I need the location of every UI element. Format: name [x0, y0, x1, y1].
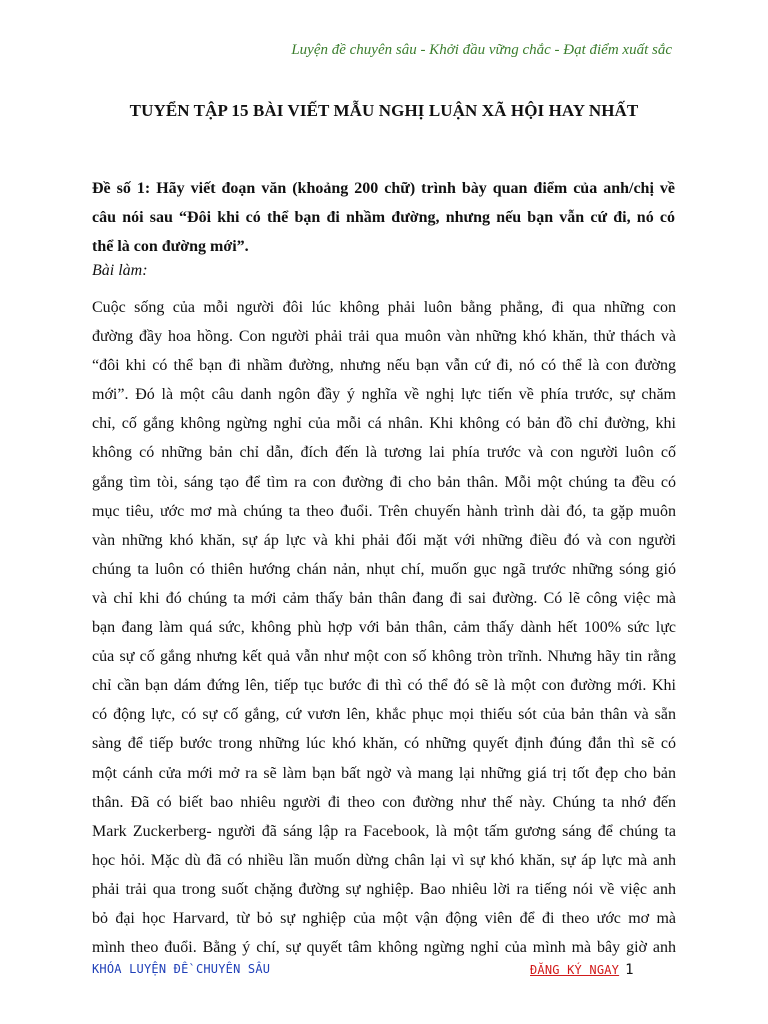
footer-right: [530, 962, 634, 978]
document-title: TUYỂN TẬP 15 BÀI VIẾT MẪU NGHỊ LUẬN XÃ HỘI HAY NHẤT: [129, 101, 639, 120]
body-line: sàng để tiếp bước trong những lúc khó khăn, có những quyết định đúng đắn thì sẽ có: [92, 735, 676, 753]
body-line: đường đầy hoa hồng. Con người phải trải qua muôn vàn những khó khăn, thử thách và: [92, 328, 676, 346]
body-line: và chỉ khi đó chúng ta mới cảm thấy bản thân đang đi sai đường. Có lẽ công việc mà: [92, 589, 676, 607]
body-line: bạn đang làm quá sức, không phù hợp với bản thân, cảm thấy dành hết 100% sức lực: [92, 619, 676, 637]
body-line: “đôi khi có thể bạn đi nhầm đường, nhưng nếu bạn vẫn cứ đi, nó có thể là con đường: [92, 357, 676, 375]
prompt-line: thể là con đường mới”.: [92, 238, 249, 256]
body-line: mới”. Đó là một câu danh ngôn đầy ý nghĩa về nghị lực tiến về phía trước, sự chăm: [92, 386, 676, 404]
body-line: mình theo đuổi. Bằng ý chí, sự quyết tâm không ngừng nghỉ của mình mà bây giờ anh: [92, 939, 676, 957]
body-line: chỉ cần bạn dám đứng lên, tiếp tục bước đi thì có thể đó sẽ là một con đường mới. Khi: [92, 677, 676, 695]
body-line: chỉ, cố gắng không ngừng nghỉ của mỗi cá nhân. Khi không có bản đồ chỉ đường, khi: [92, 415, 676, 433]
body-line: vàn những khó khăn, sự áp lực và khi phải đối mặt với những điều đó và con người: [92, 531, 676, 549]
page-number: 1: [625, 962, 634, 978]
body-line: bỏ đại học Harvard, từ bỏ sự nghiệp của một vận động viên để đi theo ước mơ mà: [92, 909, 676, 927]
body-line: học hỏi. Mặc dù đã có nhiều lần muốn dừng chân lại vì sự khó khăn, sự áp lực mà anh: [92, 851, 676, 869]
header-tagline: Luyện đề chuyên sâu - Khởi đầu vững chắc - Đạt điểm xuất sắc: [291, 42, 672, 58]
register-now-link[interactable]: ĐĂNG KÝ NGAY: [530, 963, 620, 977]
body-line: một cánh cửa mới mở ra sẽ làm bạn bất ngờ và mang lại những giá trị tốt đẹp cho bản: [92, 764, 676, 782]
essay-body: [92, 293, 676, 962]
body-line: mục tiêu, ước mơ mà chúng ta theo đuổi. Trên chuyến hành trình dài đó, ta gặp muôn: [92, 502, 676, 520]
body-line: chúng ta luôn có thiên hướng chán nản, nhụt chí, muốn gục ngã trước những sóng gió: [92, 560, 676, 578]
body-line: có động lực, có sự cố gắng, cứ vươn lên, khắc phục mọi thiếu sót của bản thân và sẵn: [92, 706, 676, 724]
body-line: Cuộc sống của mỗi người đôi lúc không phải luôn bằng phẳng, đi qua những con: [92, 299, 676, 316]
footer-course-link[interactable]: KHÓA LUYỆN ĐỀ CHUYÊN SÂU: [92, 962, 271, 976]
prompt-line: Đề số 1: Hãy viết đoạn văn (khoảng 200 chữ) trình bày quan điểm của anh/chị về: [92, 180, 675, 197]
essay-prompt: [92, 174, 675, 261]
body-line: gắng tìm tòi, sáng tạo để tìm ra con đường đi cho bản thân. Mỗi một chúng ta đều có: [92, 473, 676, 491]
body-line: thân. Đã có biết bao nhiêu người đi theo con đường như thế này. Chúng ta nhớ đến: [92, 793, 676, 811]
body-line: của sự cố gắng nhưng kết quả vẫn như một con số không tròn trĩnh. Nhưng hãy tin rằng: [92, 648, 676, 666]
prompt-line: câu nói sau “Đôi khi có thể bạn đi nhầm đường, nhưng nếu bạn vẫn cứ đi, nó có: [92, 209, 675, 227]
body-line: Mark Zuckerberg- người đã sáng lập ra Facebook, là một tấm gương sáng để chúng ta: [92, 822, 676, 840]
bai-lam-label: Bài làm:: [92, 262, 148, 279]
body-line: phải trải qua trong suốt chặng đường sự nghiệp. Bao nhiêu lời ra tiếng nói về việc anh: [92, 880, 676, 898]
body-line: không có những bản chỉ dẫn, đích đến là tương lai phía trước và con người luôn cố: [92, 444, 676, 462]
